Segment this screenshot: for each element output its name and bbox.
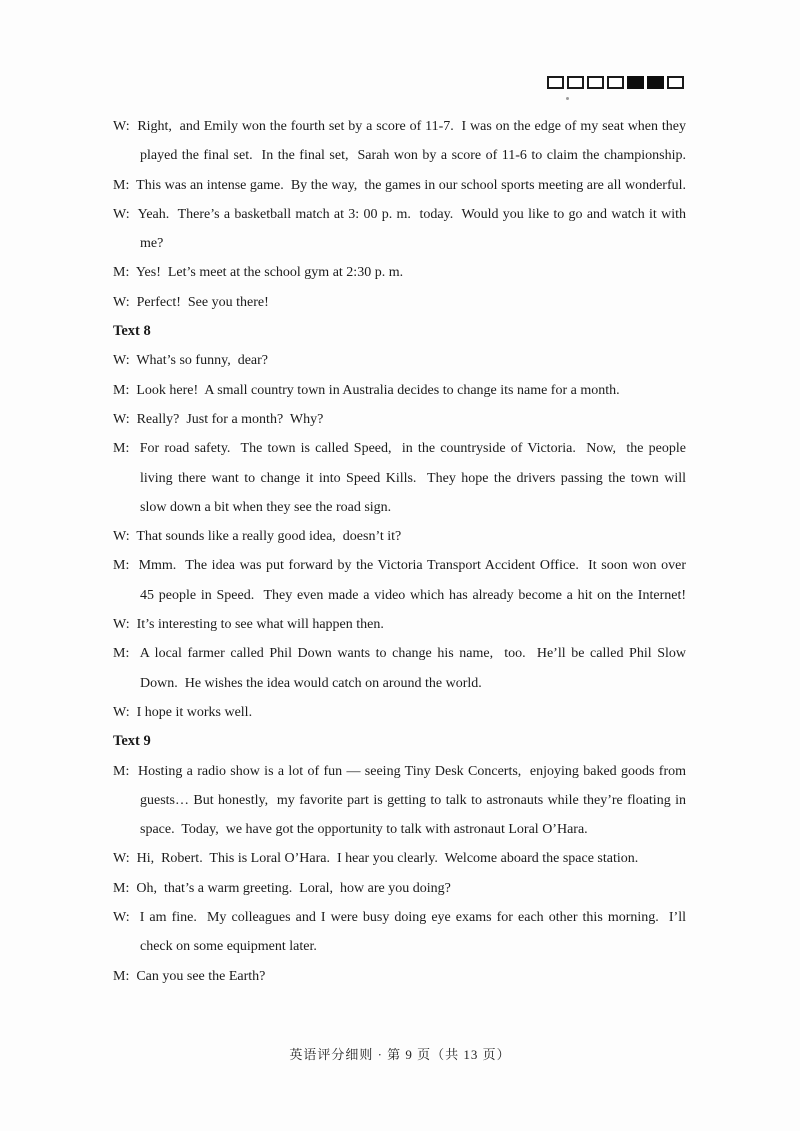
dialogue-line: guests… But honestly, my favorite part is getting to talk to astronauts while they’re floating in <box>140 792 686 808</box>
dialogue-line: 45 people in Speed. They even made a video which has already become a hit on the Internet! <box>140 587 686 603</box>
dialogue-line: W: Right, and Emily won the fourth set by a score of 11-7. I was on the edge of my seat when they <box>113 119 686 134</box>
page-binding-markers <box>547 76 684 89</box>
dialogue-line: M: Yes! Let’s meet at the school gym at 2:30 p. m. <box>113 265 404 281</box>
dialogue-line: Down. He wishes the idea would catch on around the world. <box>140 675 482 691</box>
dialogue-line: M: This was an intense game. By the way, the games in our school sports meeting are all wonderful. <box>113 177 686 193</box>
dialogue-line: W: I am fine. My colleagues and I were busy doing eye exams for each other this morning. I’ll <box>113 910 686 926</box>
marker-square-outline <box>547 76 564 89</box>
dialogue-line: living there want to change it into Speed Kills. They hope the drivers passing the town will <box>140 470 686 486</box>
dialogue-line: W: What’s so funny, dear? <box>113 353 268 369</box>
dialogue-line: W: That sounds like a really good idea, doesn’t it? <box>113 529 402 545</box>
marker-square-outline <box>587 76 604 89</box>
dialogue-line: slow down a bit when they see the road sign. <box>140 499 392 515</box>
dialogue-line: M: Mmm. The idea was put forward by the Victoria Transport Accident Office. It soon won over <box>113 558 686 574</box>
scan-artifact-dot <box>566 97 569 100</box>
dialogue-line: W: Really? Just for a month? Why? <box>113 411 324 427</box>
dialogue-line: me? <box>140 236 164 252</box>
marker-square-filled <box>647 76 664 89</box>
marker-square-outline <box>567 76 584 89</box>
dialogue-line: M: Oh, that’s a warm greeting. Loral, how are you doing? <box>113 880 451 896</box>
marker-square-outline <box>607 76 624 89</box>
dialogue-line: W: Yeah. There’s a basketball match at 3: 00 p. m. today. Would you like to go and watch it with <box>113 206 686 222</box>
dialogue-line: M: A local farmer called Phil Down wants to change his name, too. He’ll be called Phil Slow <box>113 646 686 662</box>
dialogue-line: space. Today, we have got the opportunity to talk with astronaut Loral O’Hara. <box>140 822 588 838</box>
dialogue-line: W: Perfect! See you there! <box>113 294 269 310</box>
dialogue-line: M: Look here! A small country town in Australia decides to change its name for a month. <box>113 382 620 398</box>
section-heading: Text 8 <box>113 323 151 340</box>
dialogue-line: M: Can you see the Earth? <box>113 968 266 984</box>
transcript <box>113 112 686 991</box>
dialogue-line: check on some equipment later. <box>140 939 317 955</box>
marker-square-filled <box>627 76 644 89</box>
dialogue-line: played the final set. In the final set, Sarah won by a score of 11-6 to claim the championship. <box>140 148 686 164</box>
dialogue-line: W: I hope it works well. <box>113 704 253 720</box>
dialogue-line: W: It’s interesting to see what will happen then. <box>113 617 384 633</box>
dialogue-line: W: Hi, Robert. This is Loral O’Hara. I hear you clearly. Welcome aboard the space station. <box>113 851 639 867</box>
page-footer: 英语评分细则 · 第 9 页（共 13 页） <box>289 1047 511 1062</box>
marker-square-outline <box>667 76 684 89</box>
section-heading: Text 9 <box>113 733 151 750</box>
dialogue-line: M: For road safety. The town is called Speed, in the countryside of Victoria. Now, the people <box>113 441 686 457</box>
dialogue-line: M: Hosting a radio show is a lot of fun — seeing Tiny Desk Concerts, enjoying baked goods from <box>113 763 686 779</box>
